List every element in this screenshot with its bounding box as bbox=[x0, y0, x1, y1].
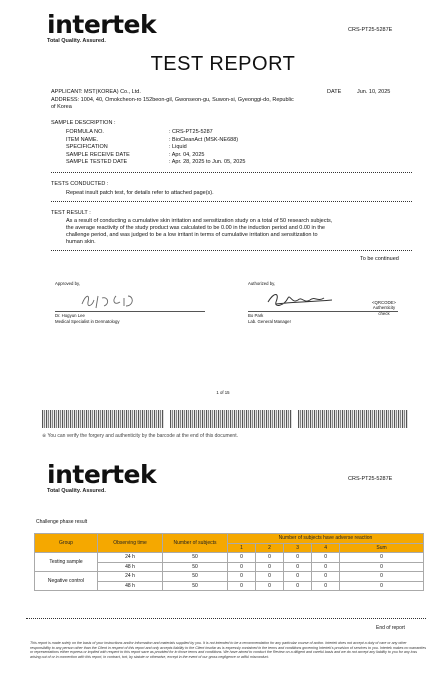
sample-label: SAMPLE TESTED DATE bbox=[66, 159, 128, 166]
table-row bbox=[35, 572, 424, 582]
value-cell: 0 bbox=[312, 553, 340, 563]
barcode bbox=[170, 410, 292, 428]
logo-text: intertek bbox=[47, 460, 157, 489]
report-number: CRS-PT25-5287E bbox=[348, 476, 393, 482]
tests-conducted-label: TESTS CONDUCTED : bbox=[51, 181, 109, 187]
date-label: DATE bbox=[327, 89, 342, 95]
sample-label: ITEM NAME. bbox=[66, 136, 99, 143]
value-cell: 0 bbox=[228, 572, 256, 582]
qr-label-line: Authenticity bbox=[372, 305, 396, 311]
table-row bbox=[35, 553, 424, 563]
barcode bbox=[42, 410, 164, 428]
value-cell: 0 bbox=[256, 562, 284, 572]
table-subheader: Sum bbox=[340, 543, 424, 553]
logo-tagline: Total Quality. Assured. bbox=[47, 38, 106, 44]
time-cell: 24 h bbox=[98, 553, 163, 563]
table-header-adverse: Number of subjects have adverse reaction bbox=[228, 534, 424, 544]
address-line-1: ADDRESS: 1004, 40, Omokcheon-ro 152beon-gil, Gwonseon-gu, Suwon-si, Gyeonggi-do, Republic bbox=[51, 97, 294, 103]
applicant: APPLICANT: MST(KOREA) Co., Ltd. bbox=[51, 89, 141, 95]
page-number: 1 of 15 bbox=[216, 390, 230, 395]
table-subheader: 4 bbox=[312, 543, 340, 553]
approver-signature-line bbox=[55, 311, 205, 312]
value-cell: 0 bbox=[228, 553, 256, 563]
report-number: CRS-PT25-5287E bbox=[348, 27, 393, 33]
value-cell: 0 bbox=[340, 553, 424, 563]
sample-value: : Apr. 04, 2025 bbox=[169, 151, 205, 158]
test-result-line: the average reactivity of the study product was calculated to be 0.00 in the induction period and 0.00 in the bbox=[66, 225, 325, 231]
table-header-subjects: Number of subjects bbox=[163, 534, 228, 553]
time-cell: 24 h bbox=[98, 572, 163, 582]
qr-label-line: check bbox=[378, 310, 390, 316]
value-cell: 0 bbox=[340, 581, 424, 591]
sample-label: FORMULA NO. bbox=[66, 129, 104, 135]
address-line-2: of Korea bbox=[51, 104, 72, 110]
value-cell: 0 bbox=[256, 581, 284, 591]
sample-description-label: SAMPLE DESCRIPTION : bbox=[51, 120, 116, 126]
value-cell: 0 bbox=[340, 562, 424, 572]
separator bbox=[51, 250, 412, 251]
sample-row bbox=[66, 159, 326, 167]
sample-row bbox=[66, 137, 326, 145]
table-header-time: Observing time bbox=[98, 534, 163, 553]
logo-tagline: Total Quality. Assured. bbox=[47, 488, 106, 494]
table-subheader: 3 bbox=[284, 543, 312, 553]
page-title: TEST REPORT bbox=[150, 53, 296, 75]
sample-label: SAMPLE RECEIVE DATE bbox=[66, 151, 130, 158]
value-cell: 0 bbox=[340, 572, 424, 582]
table-subheader: 2 bbox=[256, 543, 284, 553]
sample-value: : CRS-PT25-5287 bbox=[169, 129, 213, 135]
value-cell: 0 bbox=[284, 572, 312, 582]
value-cell: 0 bbox=[284, 581, 312, 591]
value-cell: 0 bbox=[312, 572, 340, 582]
value-cell: 0 bbox=[228, 562, 256, 572]
value-cell: 0 bbox=[284, 553, 312, 563]
separator bbox=[51, 172, 412, 173]
value-cell: 0 bbox=[312, 581, 340, 591]
approver-signature bbox=[78, 290, 158, 312]
barcode-note: ※ You can verify the forgery and authenticity by the barcode at the end of this document. bbox=[42, 433, 238, 439]
table-subheader: 1 bbox=[228, 543, 256, 553]
table-header-group: Group bbox=[35, 534, 98, 553]
test-result-line: challenge period, and was judged to be a low irritant in terms of cumulative irritation and sensitization to bbox=[66, 232, 318, 238]
subjects-cell: 50 bbox=[163, 572, 228, 582]
authorizer-name: Bo Park bbox=[248, 313, 264, 318]
authorizer-title: Lab. General Manager bbox=[248, 319, 291, 324]
separator bbox=[26, 618, 426, 619]
value-cell: 0 bbox=[284, 562, 312, 572]
subjects-cell: 50 bbox=[163, 581, 228, 591]
logo bbox=[47, 462, 156, 494]
logo-text: intertek bbox=[47, 10, 157, 39]
authorizer-signature bbox=[262, 290, 342, 310]
sample-row bbox=[66, 129, 326, 137]
test-result-line: human skin. bbox=[66, 239, 96, 245]
tests-conducted-text: Repeat insult patch test, for details refer to attached page(s). bbox=[66, 190, 214, 196]
sample-label: SPECIFICATION bbox=[66, 144, 108, 151]
time-cell: 48 h bbox=[98, 581, 163, 591]
test-result-line: As a result of conducting a cumulative skin irritation and sensitization study on a total of 50 research subjects, bbox=[66, 218, 333, 224]
sample-value: : Apr. 28, 2025 to Jun. 05, 2025 bbox=[169, 159, 246, 166]
sample-description-table bbox=[66, 129, 326, 167]
disclaimer: This report is made solely on the basis of your instructions and/or information and materials supplied by you. It is not intended to be a recommendation for any particular course of action. Intertek does not accept a duty of care or any other responsibility to any person other than the Client in respect of this report and only accepts liability to the Client insofar as is expressly contained in the terms and conditions governing Intertek's provision of services to you. Intertek makes no warranties or representations either express or implied with respect to this report save as provided for in those terms and conditions. We have aimed to conduct the Review on a diligent and careful basis and we do not accept any liability to you for any loss arising out of or in connection with this report, in contract, tort, by statute or otherwise, except in the event of our gross negligence or wilful misconduct. bbox=[30, 641, 427, 659]
value-cell: 0 bbox=[312, 562, 340, 572]
group-cell: Negative control bbox=[35, 572, 98, 591]
value-cell: 0 bbox=[256, 553, 284, 563]
sample-value: : BioCleanAct (MSK-NE688) bbox=[169, 136, 239, 143]
date-value: Jun. 10, 2025 bbox=[357, 89, 391, 95]
subjects-cell: 50 bbox=[163, 562, 228, 572]
approver-title: Medical Specialist in Dermatology bbox=[55, 319, 120, 324]
approver-name: Dr. Hogyun Lee bbox=[55, 313, 85, 318]
end-of-report: End of report bbox=[376, 625, 405, 631]
logo bbox=[47, 12, 156, 44]
sample-row bbox=[66, 152, 326, 160]
value-cell: 0 bbox=[228, 581, 256, 591]
subjects-cell: 50 bbox=[163, 553, 228, 563]
separator bbox=[51, 201, 412, 202]
authorized-by-label: Authorized by, bbox=[248, 281, 276, 286]
approved-by-label: Approved by, bbox=[55, 281, 81, 286]
sample-row bbox=[66, 144, 326, 152]
qr-label-line: <QRCODE> bbox=[372, 300, 396, 305]
barcode bbox=[298, 410, 408, 428]
group-cell: Testing sample bbox=[35, 553, 98, 572]
test-result-text bbox=[66, 218, 418, 246]
qr-label bbox=[362, 300, 406, 316]
value-cell: 0 bbox=[256, 572, 284, 582]
test-result-label: TEST RESULT : bbox=[51, 210, 91, 216]
time-cell: 48 h bbox=[98, 562, 163, 572]
challenge-result-table bbox=[34, 533, 424, 591]
to-be-continued: To be continued bbox=[360, 256, 399, 262]
sample-value: : Liquid bbox=[169, 144, 187, 151]
section-label: Challenge phase result bbox=[36, 519, 88, 525]
